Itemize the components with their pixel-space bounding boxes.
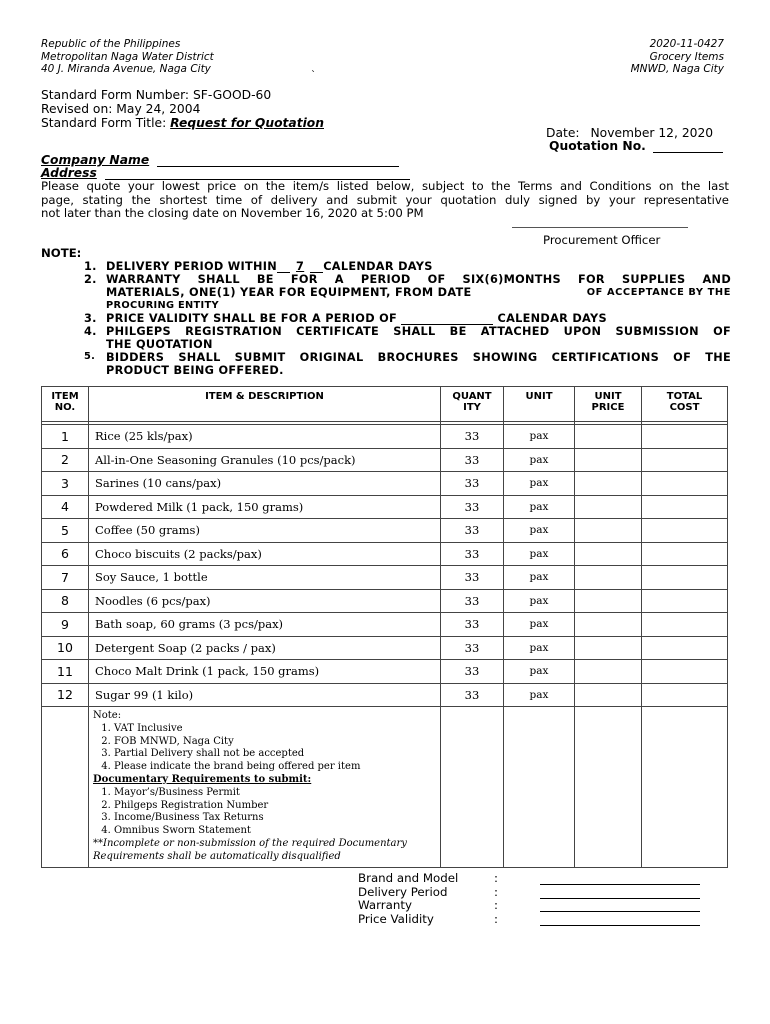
note-item-continued: PRODUCT BEING OFFERED. (106, 364, 284, 377)
footnote-warning: Requirements shall be automatically disqualified (93, 850, 341, 862)
table-row: 7 Soy Sauce, 1 bottle 33 pax (42, 566, 728, 590)
address-line (41, 166, 410, 180)
quotation-no-field[interactable] (653, 141, 723, 153)
warranty-input[interactable] (540, 899, 700, 912)
unit-price-cell[interactable] (575, 566, 642, 590)
reference-line: MNWD, Naga City (630, 63, 724, 75)
total-cost-cell[interactable] (642, 636, 728, 660)
price-validity-days-field[interactable] (401, 314, 493, 325)
footnote-warning: **Incomplete or non-submission of the required Documentary (93, 837, 407, 849)
total-cost-cell[interactable] (642, 542, 728, 566)
unit-price-cell[interactable] (575, 448, 642, 472)
total-cost-cell[interactable] (642, 519, 728, 543)
agency-line: Republic of the Philippines (41, 38, 181, 50)
total-cost-cell[interactable] (642, 589, 728, 613)
form-title-line (41, 116, 324, 130)
total-cost-cell[interactable] (642, 683, 728, 707)
agency-line: 40 J. Miranda Avenue, Naga City (41, 63, 211, 75)
footnote-notes-list: 1. VAT Inclusive 2. FOB MNWD, Naga City 3. Partial Delivery shall not be accepted 4. Please indicate the brand being offered per item (93, 723, 440, 774)
note-heading: NOTE: (41, 246, 82, 260)
intro-line: Please quote your lowest price on the item/s listed below, subject to the Terms and Conditions on the last (41, 179, 729, 193)
table-row: 8 Noodles (6 pcs/pax) 33 pax (42, 589, 728, 613)
header-description: ITEM & DESCRIPTION (89, 387, 441, 422)
unit-price-cell[interactable] (575, 495, 642, 519)
table-footnote (89, 707, 441, 868)
intro-line: page, stating the shortest time of delivery and submit your quotation duly signed by your representative (41, 192, 729, 207)
total-cost-cell[interactable] (642, 613, 728, 637)
total-cost-cell[interactable] (642, 425, 728, 449)
unit-price-cell[interactable] (575, 683, 642, 707)
reference-line: Grocery Items (649, 50, 724, 63)
date-value: November 12, 2020 (590, 126, 714, 140)
note-item-continued: PROCURING ENTITY (106, 300, 219, 311)
bid-field-delivery-period: Delivery Period : (358, 886, 708, 900)
unit-price-cell[interactable] (575, 472, 642, 496)
total-cost-cell[interactable] (642, 448, 728, 472)
reference-line: 2020-11-0427 (649, 38, 724, 50)
table-header-row (42, 387, 728, 422)
header-unit: UNIT (504, 387, 575, 422)
note-item-continued: MATERIALS, ONE(1) YEAR FOR EQUIPMENT, FROM DATE OF ACCEPTANCE BY THE (106, 286, 731, 299)
form-title-value: Request for Quotation (170, 116, 324, 130)
intro-line: not later than the closing date on November 16, 2020 at 5:00 PM (41, 206, 424, 220)
unit-price-cell[interactable] (575, 660, 642, 684)
bid-details-block (358, 872, 708, 926)
bid-field-brand-model: Brand and Model : (358, 872, 708, 886)
reference-block (631, 38, 724, 76)
unit-price-cell[interactable] (575, 542, 642, 566)
date-label: Date: (546, 126, 580, 140)
delivery-days-value: 7 (296, 260, 305, 273)
table-row: 1 Rice (25 kls/pax) 33 pax (42, 425, 728, 449)
total-cost-cell[interactable] (642, 495, 728, 519)
header-item-no: ITEM NO. (42, 387, 89, 422)
unit-price-cell[interactable] (575, 519, 642, 543)
table-row: 6 Choco biscuits (2 packs/pax) 33 pax (42, 542, 728, 566)
footnote-docs-heading: Documentary Requirements to submit: (93, 773, 312, 785)
footnote-docs-list: 1. Mayor’s/Business Permit 2. Philgeps Registration Number 3. Income/Business Tax Returns 4. Omnibus Sworn Statement (93, 787, 440, 838)
unit-price-cell[interactable] (575, 589, 642, 613)
brand-model-input[interactable] (540, 872, 700, 885)
total-cost-cell[interactable] (642, 660, 728, 684)
table-row: 9 Bath soap, 60 grams (3 pcs/pax) 33 pax (42, 613, 728, 637)
form-title-label: Standard Form Title: (41, 116, 167, 130)
unit-price-cell[interactable] (575, 613, 642, 637)
table-row: 2 All-in-One Seasoning Granules (10 pcs/pack) 33 pax (42, 448, 728, 472)
note-item-continued: THE QUOTATION (106, 338, 213, 351)
address-label: Address (41, 166, 97, 180)
procurement-officer-label: Procurement Officer (543, 233, 661, 247)
footnote-note-heading: Note: (93, 710, 122, 721)
notes-list: 1. DELIVERY PERIOD WITHIN 7 CALENDAR DAYS 2. WARRANTY SHALL BE FOR A PERIOD OF SIX(6)MONTHS FOR SUPPLIES AND MATERIALS, ONE(1) YEAR FOR EQUIPMENT, FROM DATE OF ACCEPTANCE BY THE PROCURING ENTITY 3. PRICE VALIDITY SHALL BE FOR A PERIOD OF CALENDAR DAYS 4. PHILGEPS REGISTRATION CERTIFICATE SHALL BE ATTACHED UPON SUBMISSION OF THE QUOTATION 5. BIDDERS SHALL SUBMIT ORIGINAL BROCHURES SHOWING CERTIFICATIONS OF THE PRODUCT BEING OFFERED. (84, 260, 731, 377)
table-row: 4 Powdered Milk (1 pack, 150 grams) 33 pax (42, 495, 728, 519)
stray-mark: ` (311, 70, 316, 81)
form-number: Standard Form Number: SF-GOOD-60 (41, 88, 272, 102)
bid-field-warranty: Warranty : (358, 899, 708, 913)
form-revised: Revised on: May 24, 2004 (41, 102, 201, 116)
table-row: 5 Coffee (50 grams) 33 pax (42, 519, 728, 543)
company-name-line (41, 153, 399, 167)
table-footnote-row (42, 707, 728, 868)
table-row: 11 Choco Malt Drink (1 pack, 150 grams) 33 pax (42, 660, 728, 684)
header-quantity: QUANT ITY (441, 387, 504, 422)
form-info-block (41, 88, 324, 130)
unit-price-cell[interactable] (575, 636, 642, 660)
header-unit-price: UNIT PRICE (575, 387, 642, 422)
agency-address-block (41, 38, 214, 76)
unit-price-cell[interactable] (575, 425, 642, 449)
price-validity-input[interactable] (540, 913, 700, 926)
intro-paragraph (41, 180, 729, 221)
delivery-period-input[interactable] (540, 886, 700, 899)
header-total-cost: TOTAL COST (642, 387, 728, 422)
table-row: 12 Sugar 99 (1 kilo) 33 pax (42, 683, 728, 707)
company-name-label: Company Name (41, 153, 150, 167)
date-line (546, 126, 713, 140)
bid-field-price-validity: Price Validity : (358, 913, 708, 927)
table-row: 3 Sarines (10 cans/pax) 33 pax (42, 472, 728, 496)
total-cost-cell[interactable] (642, 472, 728, 496)
quotation-no-label: Quotation No. (549, 139, 646, 153)
agency-line: Metropolitan Naga Water District (41, 50, 214, 63)
quotation-no-line (549, 139, 723, 153)
total-cost-cell[interactable] (642, 566, 728, 590)
items-table (41, 386, 728, 868)
table-row: 10 Detergent Soap (2 packs / pax) 33 pax (42, 636, 728, 660)
officer-signature-line (512, 227, 688, 228)
